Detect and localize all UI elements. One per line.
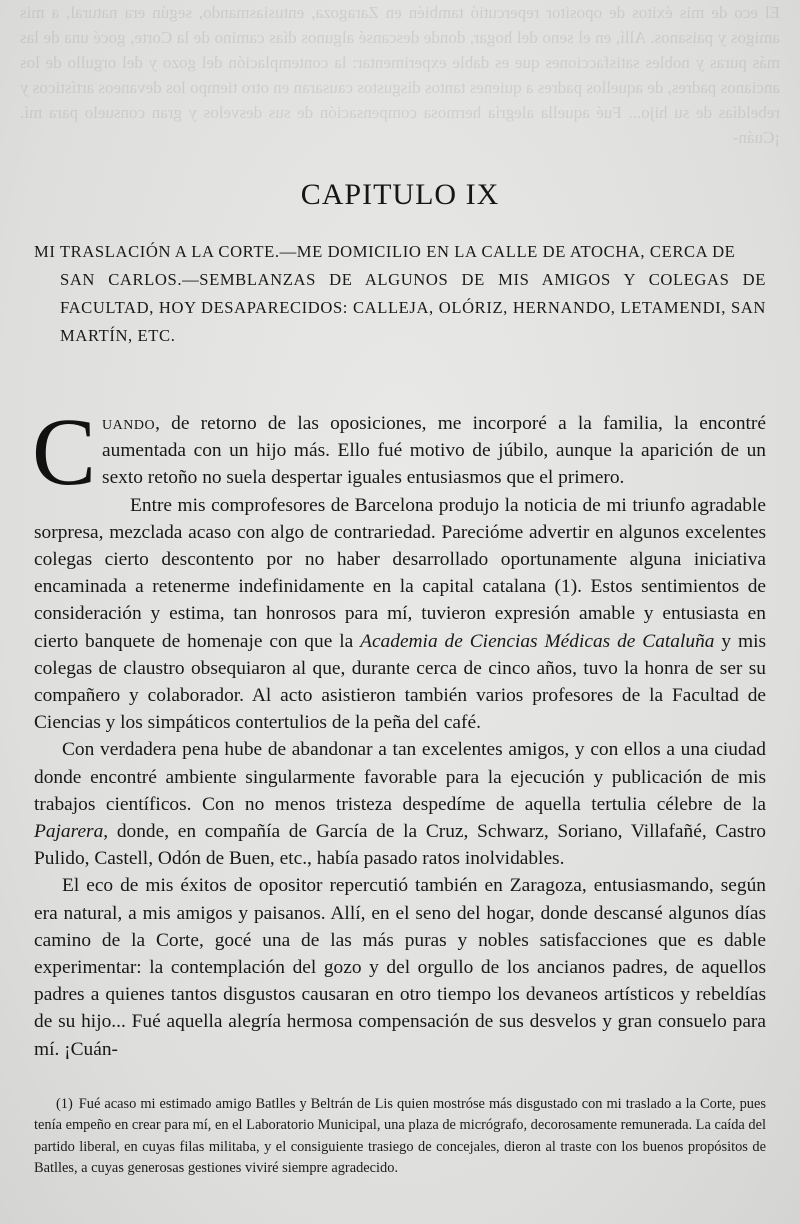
- paragraph-2: [34, 492, 766, 737]
- paragraph-1-lead: uando: [102, 413, 156, 434]
- footnote-text: Fué acaso mi estimado amigo Batlles y Beltrán de Lis quien mostróse más disgustado con mi traslado a la Corte, pues tenía empeño en crear para mí, en el Laboratorio Municipal, una plaza de micrógrafo, decorosamente remunerada. La caída del partido liberal, en cuyas filas militaba, y el consiguiente trasiego de concejales, dieron al traste con los buenos propósitos de Batlles, a cuyas generosas gestiones viviré siempre agradecido.: [34, 1096, 766, 1177]
- paragraph-4: [34, 872, 766, 1062]
- footnote-marker: (1): [56, 1096, 73, 1112]
- chapter-summary-rest: SAN CARLOS.—SEMBLANZAS DE ALGUNOS DE MIS AMIGOS Y COLEGAS DE FACULTAD, HOY DESAPARECIDOS: CALLEJA, OLÓRIZ, HERNANDO, LETAMENDI, SAN MARTÍN, ETC.: [60, 270, 766, 345]
- paragraph-3-text-b: , donde, en compañía de García de la Cruz, Schwarz, Soriano, Villafañé, Castro Pulido, Castell, Odón de Buen, etc., había pasado ratos inolvidables.: [34, 821, 766, 870]
- paragraph-2-text-a: Entre mis comprofesores de Barcelona produjo la noticia de mi triunfo agradable sorpresa, mezclada acaso con algo de contrariedad. Parecióme advertir en algunos excelentes colegas cierto descontento por no haber desarrollado oportunamente alguna iniciativa encaminada a retenerme indefinidamente en la capital catalana (1). Estos sentimientos de consideración y estima, tan honrosos para mí, tuvieron expresión amable y entusiasta en cierto banquete de homenaje con que la: [34, 494, 766, 652]
- paragraph-3-text-a: Con verdadera pena hube de abandonar a tan excelentes amigos, y con ellos a una ciudad donde encontré ambiente singularmente favorable para la ejecución y publicación de mis trabajos científicos. Con no menos tristeza despedíme de aquella tertulia célebre de la: [34, 739, 766, 815]
- body-text: [32, 398, 766, 1063]
- paragraph-1: [32, 398, 766, 505]
- drop-cap: C: [32, 398, 97, 505]
- paragraph-3-italic: Pajarera: [34, 821, 104, 843]
- paragraph-1-text: , de retorno de las oposiciones, me incorporé a la familia, la encontré aumentada con un hijo más. Ello fué motivo de júbilo, aunque la aparición de un sexto retoño no suela despertar iguales entusiasmos que el primero.: [102, 413, 766, 489]
- paragraph-2-italic: Academia de Ciencias Médicas de Cataluña: [360, 630, 715, 652]
- chapter-summary: [34, 238, 766, 350]
- paragraph-4-text: El eco de mis éxitos de opositor repercutió también en Zaragoza, entusiasmando, según era natural, a mis amigos y paisanos. Allí, en el seno del hogar, donde descansé algunos días camino de la Corte, gocé una de las más puras y nobles satisfacciones que es dable experimentar: la contemplación del gozo y del orgullo de los ancianos padres, de aquellos padres a quienes tantos disgustos causaran en otro tiempo los devaneos artísticos y rebeldías de su hijo... Fué aquella alegría hermosa compensación de sus desvelos y gran consuelo para mí. ¡Cuán-: [34, 875, 766, 1060]
- footnote: [34, 1094, 766, 1180]
- paragraph-2-text-b: y mis colegas de claustro obsequiaron al que, durante cerca de cinco años, tuvo la honra de ser su compañero y colaborador. Al acto asistieron también varios profesores de la Facultad de Ciencias y los simpáticos contertulios de la peña del café.: [34, 630, 766, 734]
- chapter-summary-line1: MI TRASLACIÓN A LA CORTE.—ME DOMICILIO EN LA CALLE DE ATOCHA, CERCA DE: [34, 242, 736, 261]
- bleed-through-ghost: El eco de mis éxitos de opositor repercutió también en Zaragoza, entusiasmando, según era natural, a mis amigos y paisanos. Allí, en el seno del hogar, donde descansé algunos días camino de la Corte, gocé una de las más puras y nobles satisfacciones que es dable experimentar: la contemplación del gozo y del orgullo de los ancianos padres, de aquellos padres a quienes tantos disgustos causaran en otro tiempo los devaneos artísticos y rebeldías de su hijo... Fué aquella alegría hermosa compensación de sus desvelos y gran consuelo para mí. ¡Cuán-: [20, 3, 780, 147]
- chapter-title: CAPITULO IX: [300, 178, 500, 211]
- paragraph-3: [34, 736, 766, 872]
